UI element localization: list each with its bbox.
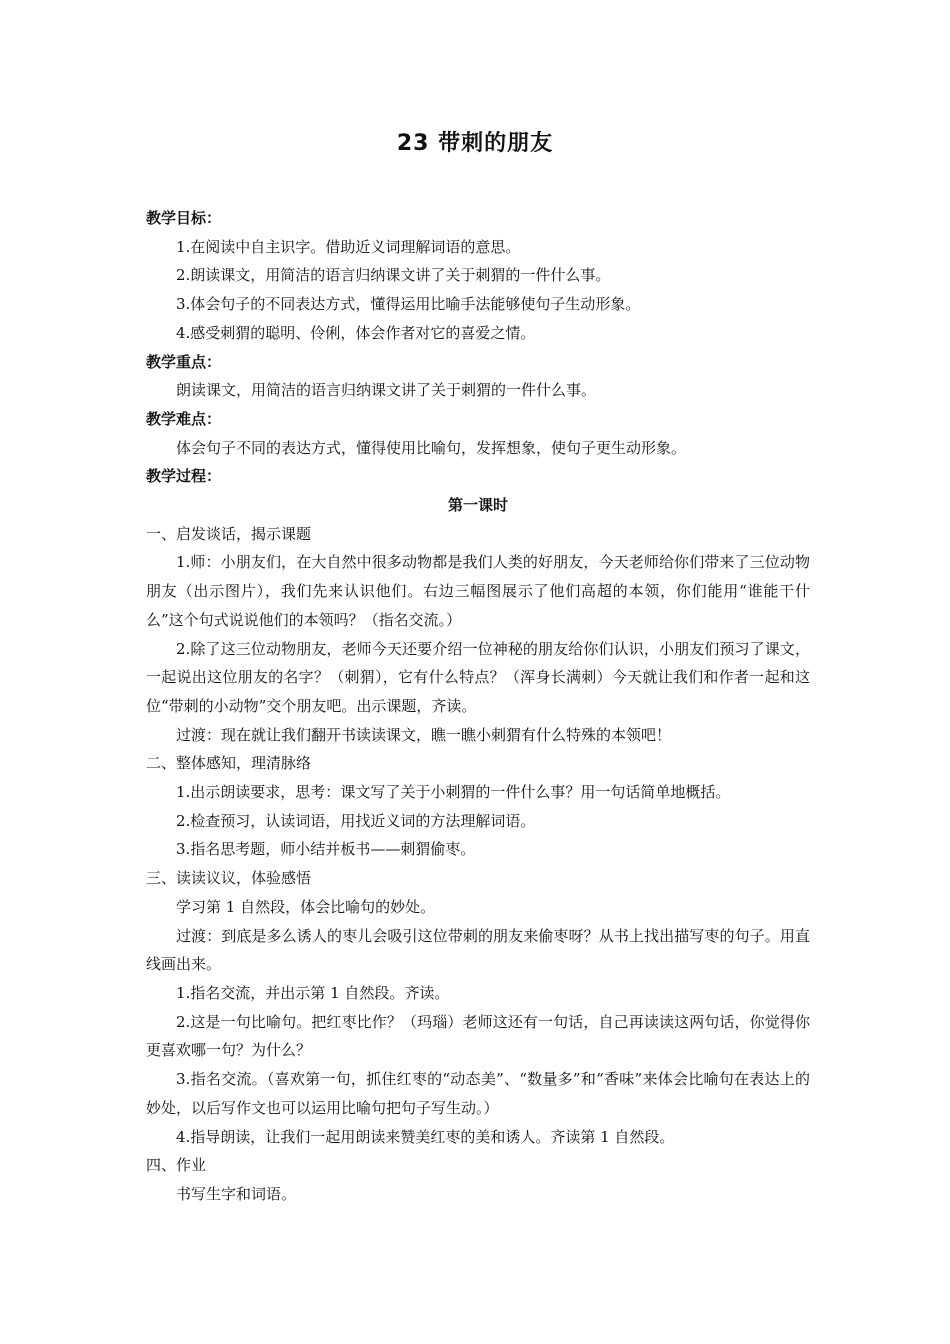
key-points-text: 朗读课文，用简洁的语言归纳课文讲了关于刺猬的一件什么事。: [176, 381, 597, 400]
section-paragraph: 2.除了这三位动物朋友，老师今天还要介绍一位神秘的朋友给你们认识，小朋友们预习了课文，一起说出这位朋友的名字？（刺猬），它有什么特点？（浑身长满刺）今天就让我们和作者一起和这位“带刺的小动物”交个朋友吧。出示课题，齐读。: [146, 639, 810, 715]
section-paragraph: 1.指名交流，并出示第 1 自然段。齐读。: [176, 983, 450, 1002]
section-title: 四、作业: [146, 1156, 207, 1175]
document-body: [146, 204, 810, 1209]
goal-item: 1.在阅读中自主识字。借助近义词理解词语的意思。: [176, 237, 521, 256]
goal-item: 2.朗读课文，用简洁的语言归纳课文讲了关于刺猬的一件什么事。: [176, 266, 611, 285]
document-title: 23 带刺的朋友: [396, 131, 554, 156]
difficulties-text: 体会句子不同的表达方式，懂得使用比喻句，发挥想象，使句子更生动形象。: [176, 438, 687, 457]
section-paragraph: 2.检查预习，认读词语，用找近义词的方法理解词语。: [176, 811, 536, 830]
section-title: 三、读读议议，体验感悟: [146, 869, 312, 888]
process-heading: 教学过程：: [146, 467, 222, 486]
section-title: 二、整体感知，理清脉络: [146, 754, 312, 773]
goals-heading: 教学目标：: [146, 209, 222, 227]
difficulties-heading: 教学难点：: [146, 409, 222, 428]
section-paragraph: 书写生字和词语。: [176, 1184, 297, 1203]
section-paragraph: 1.出示朗读要求，思考：课文写了关于小刺猬的一件什么事？用一句话简单地概括。: [176, 783, 731, 802]
section-paragraph: 4.指导朗读，让我们一起用朗读来赞美红枣的美和诱人。齐读第 1 自然段。: [176, 1127, 675, 1146]
section-paragraph: 3.指名交流。（喜欢第一句，抓住红枣的“动态美”、“数量多”和“香味”来体会比喻句在表达上的妙处，以后写作文也可以运用比喻句把句子写生动。）: [146, 1070, 810, 1117]
key-points-heading: 教学重点：: [146, 352, 222, 371]
section-paragraph: 学习第 1 自然段，体会比喻句的妙处。: [176, 897, 436, 916]
section-paragraph: 2.这是一句比喻句。把红枣比作？（玛瑙）老师这还有一句话，自己再读读这两句话，你觉得你更喜欢哪一句？为什么？: [146, 1012, 810, 1060]
section-title: 一、启发谈话，揭示课题: [146, 524, 312, 543]
lesson-title: 第一课时: [447, 496, 508, 515]
goal-item: 4.感受刺猬的聪明、伶俐，体会作者对它的喜爱之情。: [176, 323, 536, 342]
section-paragraph: 过渡：现在就让我们翻开书读读课文，瞧一瞧小刺猬有什么特殊的本领吧！: [176, 725, 672, 744]
goal-item: 3.体会句子的不同表达方式，懂得运用比喻手法能够使句子生动形象。: [176, 295, 641, 314]
section-paragraph: 3.指名思考题，师小结并板书——刺猬偷枣。: [176, 840, 476, 859]
section-paragraph: 1.师：小朋友们，在大自然中很多动物都是我们人类的好朋友，今天老师给你们带来了三位动物朋友（出示图片），我们先来认识他们。右边三幅图展示了他们高超的本领，你们能用“谁能干什么”这个句式说说他们的本领吗？（指名交流。）: [146, 553, 810, 629]
section-paragraph: 过渡：到底是多么诱人的枣儿会吸引这位带刺的朋友来偷枣呀？从书上找出描写枣的句子。用直线画出来。: [146, 926, 810, 974]
